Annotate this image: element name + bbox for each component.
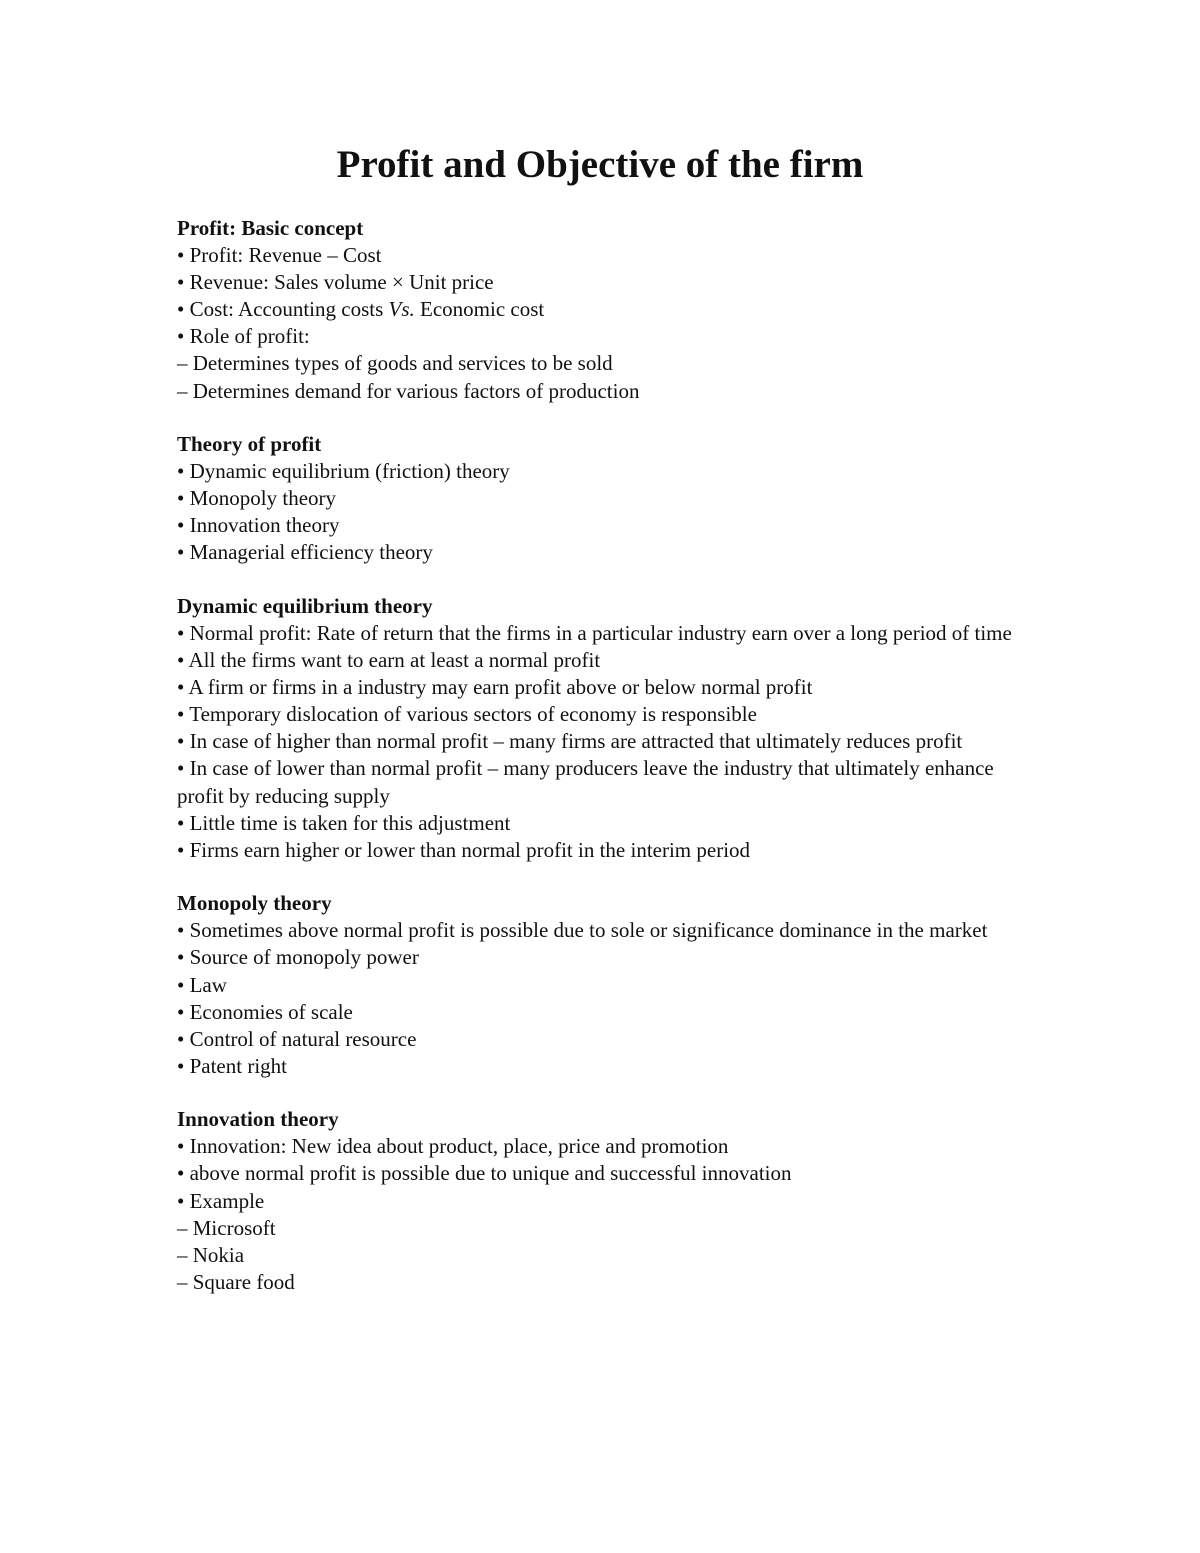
list-item: • Monopoly theory	[177, 486, 337, 511]
list-item: • above normal profit is possible due to unique and successful innovation	[177, 1161, 792, 1186]
list-item: • Patent right	[177, 1053, 288, 1078]
list-item: • In case of lower than normal profit – many producers leave the industry that ultimately enhance profit by reducing supply	[177, 756, 994, 808]
list-item-text: • Cost: Accounting costs	[177, 297, 389, 322]
section-heading: Monopoly theory	[177, 891, 332, 916]
list-item: • All the firms want to earn at least a normal profit	[177, 648, 601, 673]
list-item: • Normal profit: Rate of return that the firms in a particular industry earn over a long period of time	[177, 621, 1012, 645]
section-profit-basic-concept	[177, 215, 1037, 405]
list-item: • Dynamic equilibrium (friction) theory	[177, 459, 510, 484]
list-item: • Revenue: Sales volume × Unit price	[177, 270, 494, 295]
list-item: • Source of monopoly power	[177, 945, 419, 970]
section-heading: Innovation theory	[177, 1107, 339, 1132]
list-item: • Role of profit:	[177, 324, 310, 349]
section-innovation-theory	[177, 1106, 1037, 1296]
list-item: • A firm or firms in a industry may earn profit above or below normal profit	[177, 675, 813, 700]
document-title: Profit and Objective of the firm	[336, 143, 864, 186]
list-item-text: Economic cost	[414, 297, 545, 322]
list-item: – Determines types of goods and services to be sold	[177, 351, 613, 376]
list-item: • Firms earn higher or lower than normal profit in the interim period	[177, 837, 751, 862]
list-item: • Sometimes above normal profit is possible due to sole or significance dominance in the market	[177, 918, 988, 943]
list-item: – Microsoft	[177, 1215, 276, 1240]
section-monopoly-theory	[177, 890, 1037, 1080]
list-item: • Temporary dislocation of various sectors of economy is responsible	[177, 702, 757, 727]
list-item: • Little time is taken for this adjustment	[177, 810, 511, 835]
list-item: – Determines demand for various factors of production	[177, 378, 640, 403]
list-item: • In case of higher than normal profit – many firms are attracted that ultimately reduces profit	[177, 729, 963, 754]
list-item: • Economies of scale	[177, 999, 353, 1024]
list-item	[177, 296, 1037, 323]
list-item: • Innovation theory	[177, 513, 340, 538]
document-body	[177, 215, 1037, 1322]
section-heading: Profit: Basic concept	[177, 216, 364, 240]
list-item: • Control of natural resource	[177, 1026, 417, 1051]
emphasis-text: Vs.	[388, 297, 415, 322]
section-heading: Theory of profit	[177, 432, 322, 457]
list-item: • Innovation: New idea about product, place, price and promotion	[177, 1134, 729, 1159]
section-theory-of-profit	[177, 431, 1037, 566]
list-item: • Law	[177, 972, 227, 997]
list-item: • Managerial efficiency theory	[177, 540, 433, 565]
list-item: – Square food	[177, 1269, 295, 1294]
list-item: • Example	[177, 1188, 265, 1213]
section-dynamic-equilibrium-theory	[177, 593, 1037, 864]
list-item: – Nokia	[177, 1242, 245, 1267]
section-heading: Dynamic equilibrium theory	[177, 593, 433, 618]
list-item: • Profit: Revenue – Cost	[177, 243, 382, 268]
